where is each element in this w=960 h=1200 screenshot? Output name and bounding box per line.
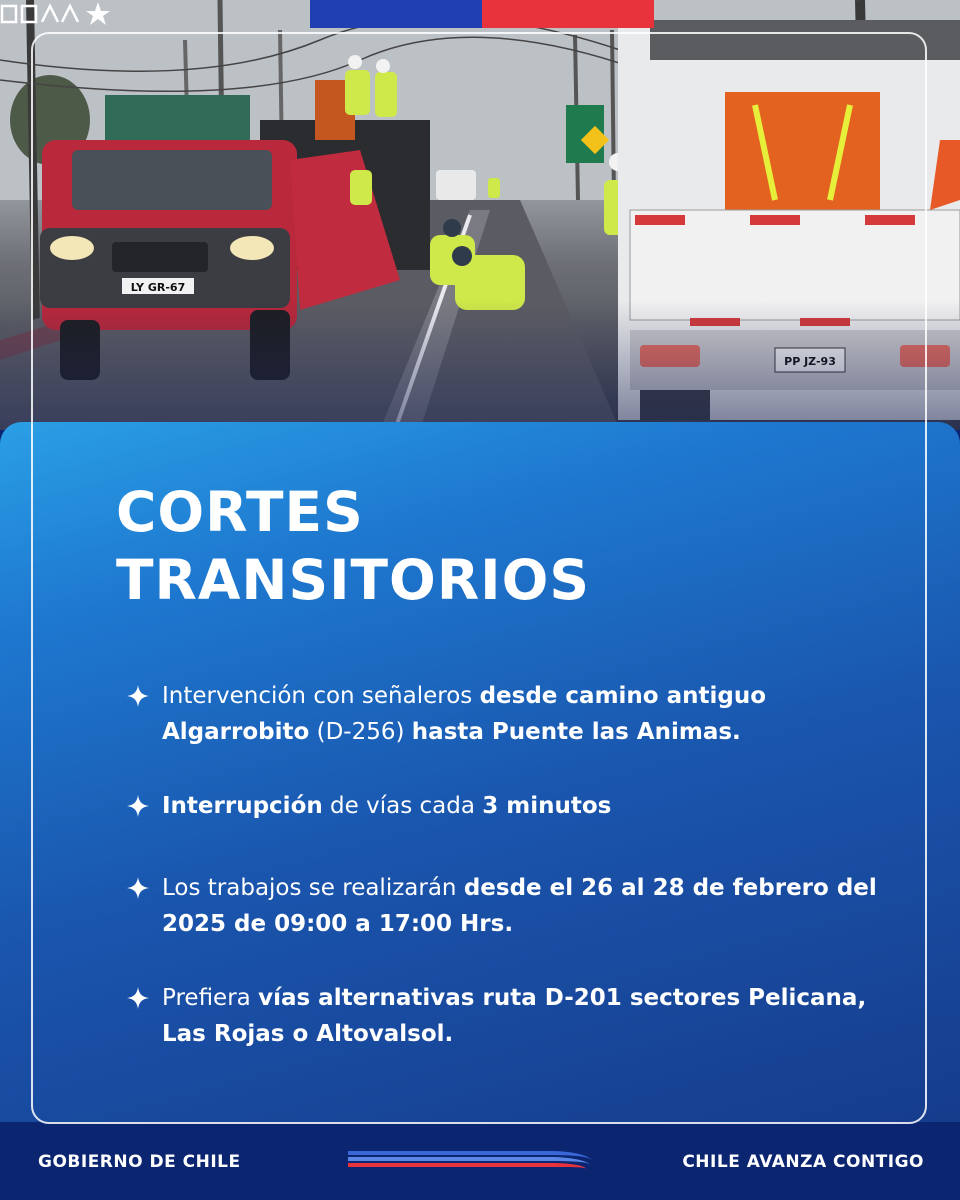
list-item [126,980,886,1060]
bullet-1-text-d: hasta Puente las Animas. [411,719,741,745]
bullet-4-text-b: vías alternativas ruta D-201 sectores Pelicana, Las Rojas o Altovalsol. [162,985,867,1047]
title-line-2: TRANSITORIOS [116,548,590,612]
flag-blue-band [310,0,482,28]
list-item [126,788,886,870]
bullet-3-text-a: Los trabajos se realizarán [162,875,464,901]
bullet-1-text-c: (D-256) [309,719,412,745]
bullet-2-text-c: 3 minutos [482,793,612,819]
road-works-photo [0,0,960,430]
sparkle-icon [126,986,150,1010]
bullet-list [126,678,886,1060]
bullet-2-text-a: Interrupción [162,793,323,819]
bullet-1-text-b: desde camino antiguo Algarrobito [162,683,767,745]
footer-right-text: CHILE AVANZA CONTIGO [682,1152,924,1172]
sparkle-icon [126,794,150,818]
plate-left: LY GR-67 [130,281,186,294]
list-item [126,678,886,788]
footer-left-text: GOBIERNO DE CHILE [38,1152,241,1172]
chile-gov-logo-icon [0,0,116,28]
flag-red-band [482,0,654,28]
bullet-1-text-a: Intervención con señaleros [162,683,480,709]
sparkle-icon [126,684,150,708]
bullet-2-text-b: de vías cada [322,793,483,819]
swoosh-logo-icon [346,1147,596,1173]
bullet-3-text-b: desde el 26 al 28 de febrero del 2025 de 09:00 a 17:00 Hrs. [162,875,877,937]
list-item [126,870,886,980]
sparkle-icon [126,876,150,900]
page-title [116,478,590,614]
flag-strip [310,0,654,28]
title-line-1: CORTES [116,480,364,544]
road-works-illustration [0,0,960,430]
bullet-4-text-a: Prefiera [162,985,259,1011]
